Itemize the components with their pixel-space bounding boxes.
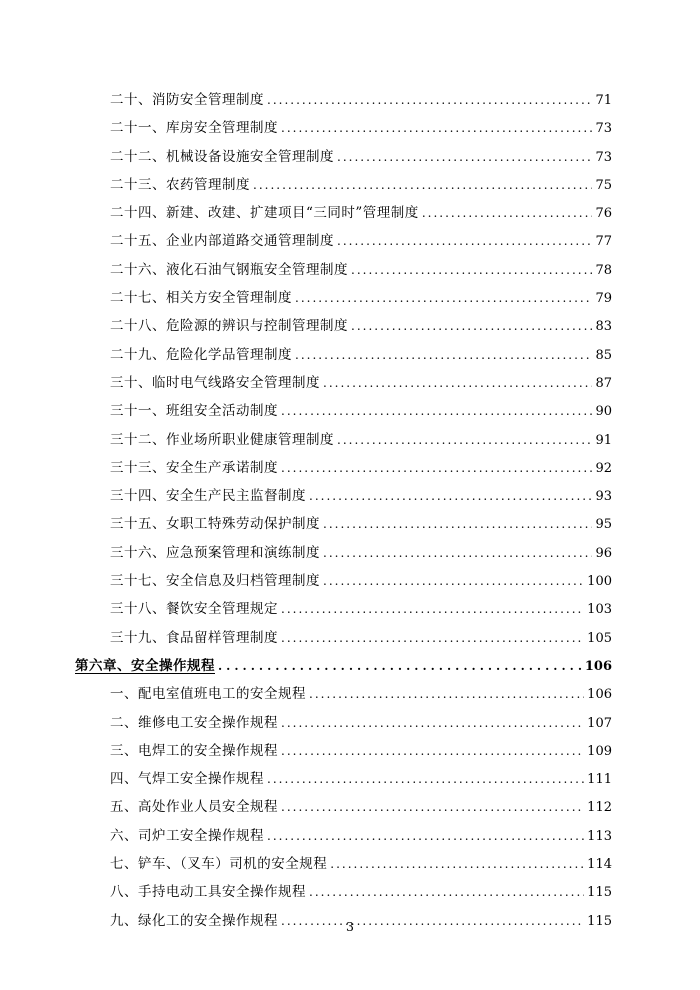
toc-entry-page: 114 [587, 857, 612, 873]
toc-entry-title: 九、绿化工的安全操作规程 [110, 912, 278, 929]
dot-leader [330, 850, 584, 878]
toc-entry-page: 107 [587, 715, 612, 731]
toc-entry-page: 83 [595, 319, 612, 335]
toc-entry-title: 二十七、相关方安全管理制度 [110, 290, 292, 307]
toc-entry-row [75, 341, 612, 369]
footer-page-number: 3 [346, 919, 354, 934]
toc-entry-row [75, 256, 612, 284]
toc-entry-row [75, 369, 612, 397]
toc-entry-title: 二、维修电工安全操作规程 [110, 714, 278, 731]
dot-leader [309, 482, 592, 510]
dot-leader [309, 680, 584, 708]
dot-leader [281, 114, 592, 142]
toc-entry-page: 90 [595, 404, 612, 420]
toc-entry-row [75, 765, 612, 793]
toc-entry-page: 77 [595, 234, 612, 250]
dot-leader [323, 369, 592, 397]
dot-leader [309, 878, 584, 906]
toc-list [75, 86, 612, 935]
toc-entry-page: 79 [595, 291, 612, 307]
dot-leader [253, 171, 592, 199]
toc-entry-title: 三十四、安全生产民主监督制度 [110, 488, 306, 505]
dot-leader [351, 256, 592, 284]
dot-leader [295, 284, 592, 312]
dot-leader [281, 397, 592, 425]
toc-entry-title: 二十九、危险化学品管理制度 [110, 346, 292, 363]
toc-entry-page: 73 [595, 149, 612, 165]
toc-entry-title: 三十一、班组安全活动制度 [110, 403, 278, 420]
toc-entry-title: 三、电焊工的安全操作规程 [110, 742, 278, 759]
toc-entry-page: 92 [595, 460, 612, 476]
toc-entry-title: 八、手持电动工具安全操作规程 [110, 884, 306, 901]
toc-entry-page: 87 [595, 375, 612, 391]
toc-entry-row [75, 454, 612, 482]
toc-entry-title: 三十五、女职工特殊劳动保护制度 [110, 516, 320, 533]
toc-entry-title: 三十六、应急预案管理和演练制度 [110, 544, 320, 561]
toc-entry-page: 78 [595, 262, 612, 278]
toc-entry-title: 二十二、机械设备设施安全管理制度 [110, 148, 334, 165]
toc-entry-page: 113 [587, 828, 612, 844]
dot-leader [337, 143, 592, 171]
toc-entry-page: 100 [587, 574, 612, 590]
toc-entry-row [75, 850, 612, 878]
toc-entry-row [75, 595, 612, 623]
toc-entry-title: 四、气焊工安全操作规程 [110, 771, 264, 788]
toc-entry-page: 93 [595, 489, 612, 505]
toc-entry-page: 112 [587, 800, 612, 816]
toc-entry-title: 二十八、危险源的辨识与控制管理制度 [110, 318, 348, 335]
toc-entry-row [75, 114, 612, 142]
toc-entry-title: 三十二、作业场所职业健康管理制度 [110, 431, 334, 448]
toc-entry-title: 三十九、食品留样管理制度 [110, 629, 278, 646]
toc-entry-title: 二十四、新建、改建、扩建项目“三同时”管理制度 [110, 205, 419, 222]
toc-entry-page: 96 [595, 545, 612, 561]
toc-entry-title: 三十八、餐饮安全管理规定 [110, 601, 278, 618]
dot-leader [337, 227, 592, 255]
toc-entry-row [75, 86, 612, 114]
toc-entry-title: 五、高处作业人员安全规程 [110, 799, 278, 816]
toc-entry-row [75, 143, 612, 171]
toc-entry-row [75, 709, 612, 737]
toc-entry-row [75, 567, 612, 595]
dot-leader [281, 624, 584, 652]
toc-entry-row [75, 426, 612, 454]
toc-entry-title: 七、铲车、（叉车）司机的安全规程 [110, 856, 328, 873]
toc-entry-row [75, 510, 612, 538]
toc-entry-row [75, 227, 612, 255]
dot-leader [281, 793, 584, 821]
dot-leader [267, 86, 592, 114]
toc-entry-row [75, 793, 612, 821]
toc-entry-page: 85 [595, 347, 612, 363]
toc-entry-page: 115 [587, 913, 612, 929]
toc-entry-title: 三十三、安全生产承诺制度 [110, 459, 278, 476]
dot-leader [323, 510, 592, 538]
toc-entry-row [75, 312, 612, 340]
dot-leader [281, 454, 592, 482]
toc-entry-title: 二十六、液化石油气钢瓶安全管理制度 [110, 261, 348, 278]
toc-entry-title: 二十五、企业内部道路交通管理制度 [110, 233, 334, 250]
toc-entry-page: 73 [595, 121, 612, 137]
toc-entry-page: 71 [595, 93, 612, 108]
toc-entry-page: 111 [587, 772, 612, 788]
toc-entry-page: 91 [595, 432, 612, 448]
toc-entry-title: 六、司炉工安全操作规程 [110, 827, 264, 844]
toc-entry-title: 一、配电室值班电工的安全规程 [110, 686, 306, 703]
dot-leader [281, 709, 584, 737]
toc-entry-row [75, 737, 612, 765]
dot-leader [323, 539, 592, 567]
toc-entry-title: 二十一、库房安全管理制度 [110, 120, 278, 137]
toc-entry-row [75, 539, 612, 567]
dot-leader [323, 567, 584, 595]
dot-leader [267, 822, 584, 850]
toc-entry-row [75, 199, 612, 227]
toc-entry-page: 103 [587, 602, 612, 618]
toc-entry-title: 二十三、农药管理制度 [110, 176, 250, 193]
toc-entry-page: 106 [587, 687, 612, 703]
toc-entry-title: 三十七、安全信息及归档管理制度 [110, 573, 320, 590]
toc-entry-page: 106 [584, 658, 612, 674]
toc-chapter-title: 第六章、安全操作规程 [75, 657, 215, 674]
toc-entry-row [75, 284, 612, 312]
toc-entry-row [75, 397, 612, 425]
toc-entry-row [75, 822, 612, 850]
toc-entry-row [75, 878, 612, 906]
toc-entry-row [75, 171, 612, 199]
toc-entry-row [75, 482, 612, 510]
dot-leader [422, 199, 593, 227]
dot-leader [351, 312, 592, 340]
dot-leader [281, 737, 584, 765]
dot-leader [295, 341, 592, 369]
toc-entry-row [75, 624, 612, 652]
dot-leader [337, 426, 592, 454]
toc-entry-page: 109 [587, 743, 612, 759]
toc-entry-page: 75 [595, 177, 612, 193]
toc-entry-page: 115 [587, 885, 612, 901]
toc-entry-page: 95 [595, 517, 612, 533]
toc-entry-page: 105 [587, 630, 612, 646]
toc-chapter-row [75, 652, 612, 680]
dot-leader [281, 595, 584, 623]
toc-entry-row [75, 680, 612, 708]
toc-entry-title: 三十、临时电气线路安全管理制度 [110, 374, 320, 391]
dot-leader [218, 652, 582, 680]
dot-leader [267, 765, 584, 793]
toc-entry-title: 二十、消防安全管理制度 [110, 92, 264, 108]
toc-entry-page: 76 [595, 206, 612, 222]
